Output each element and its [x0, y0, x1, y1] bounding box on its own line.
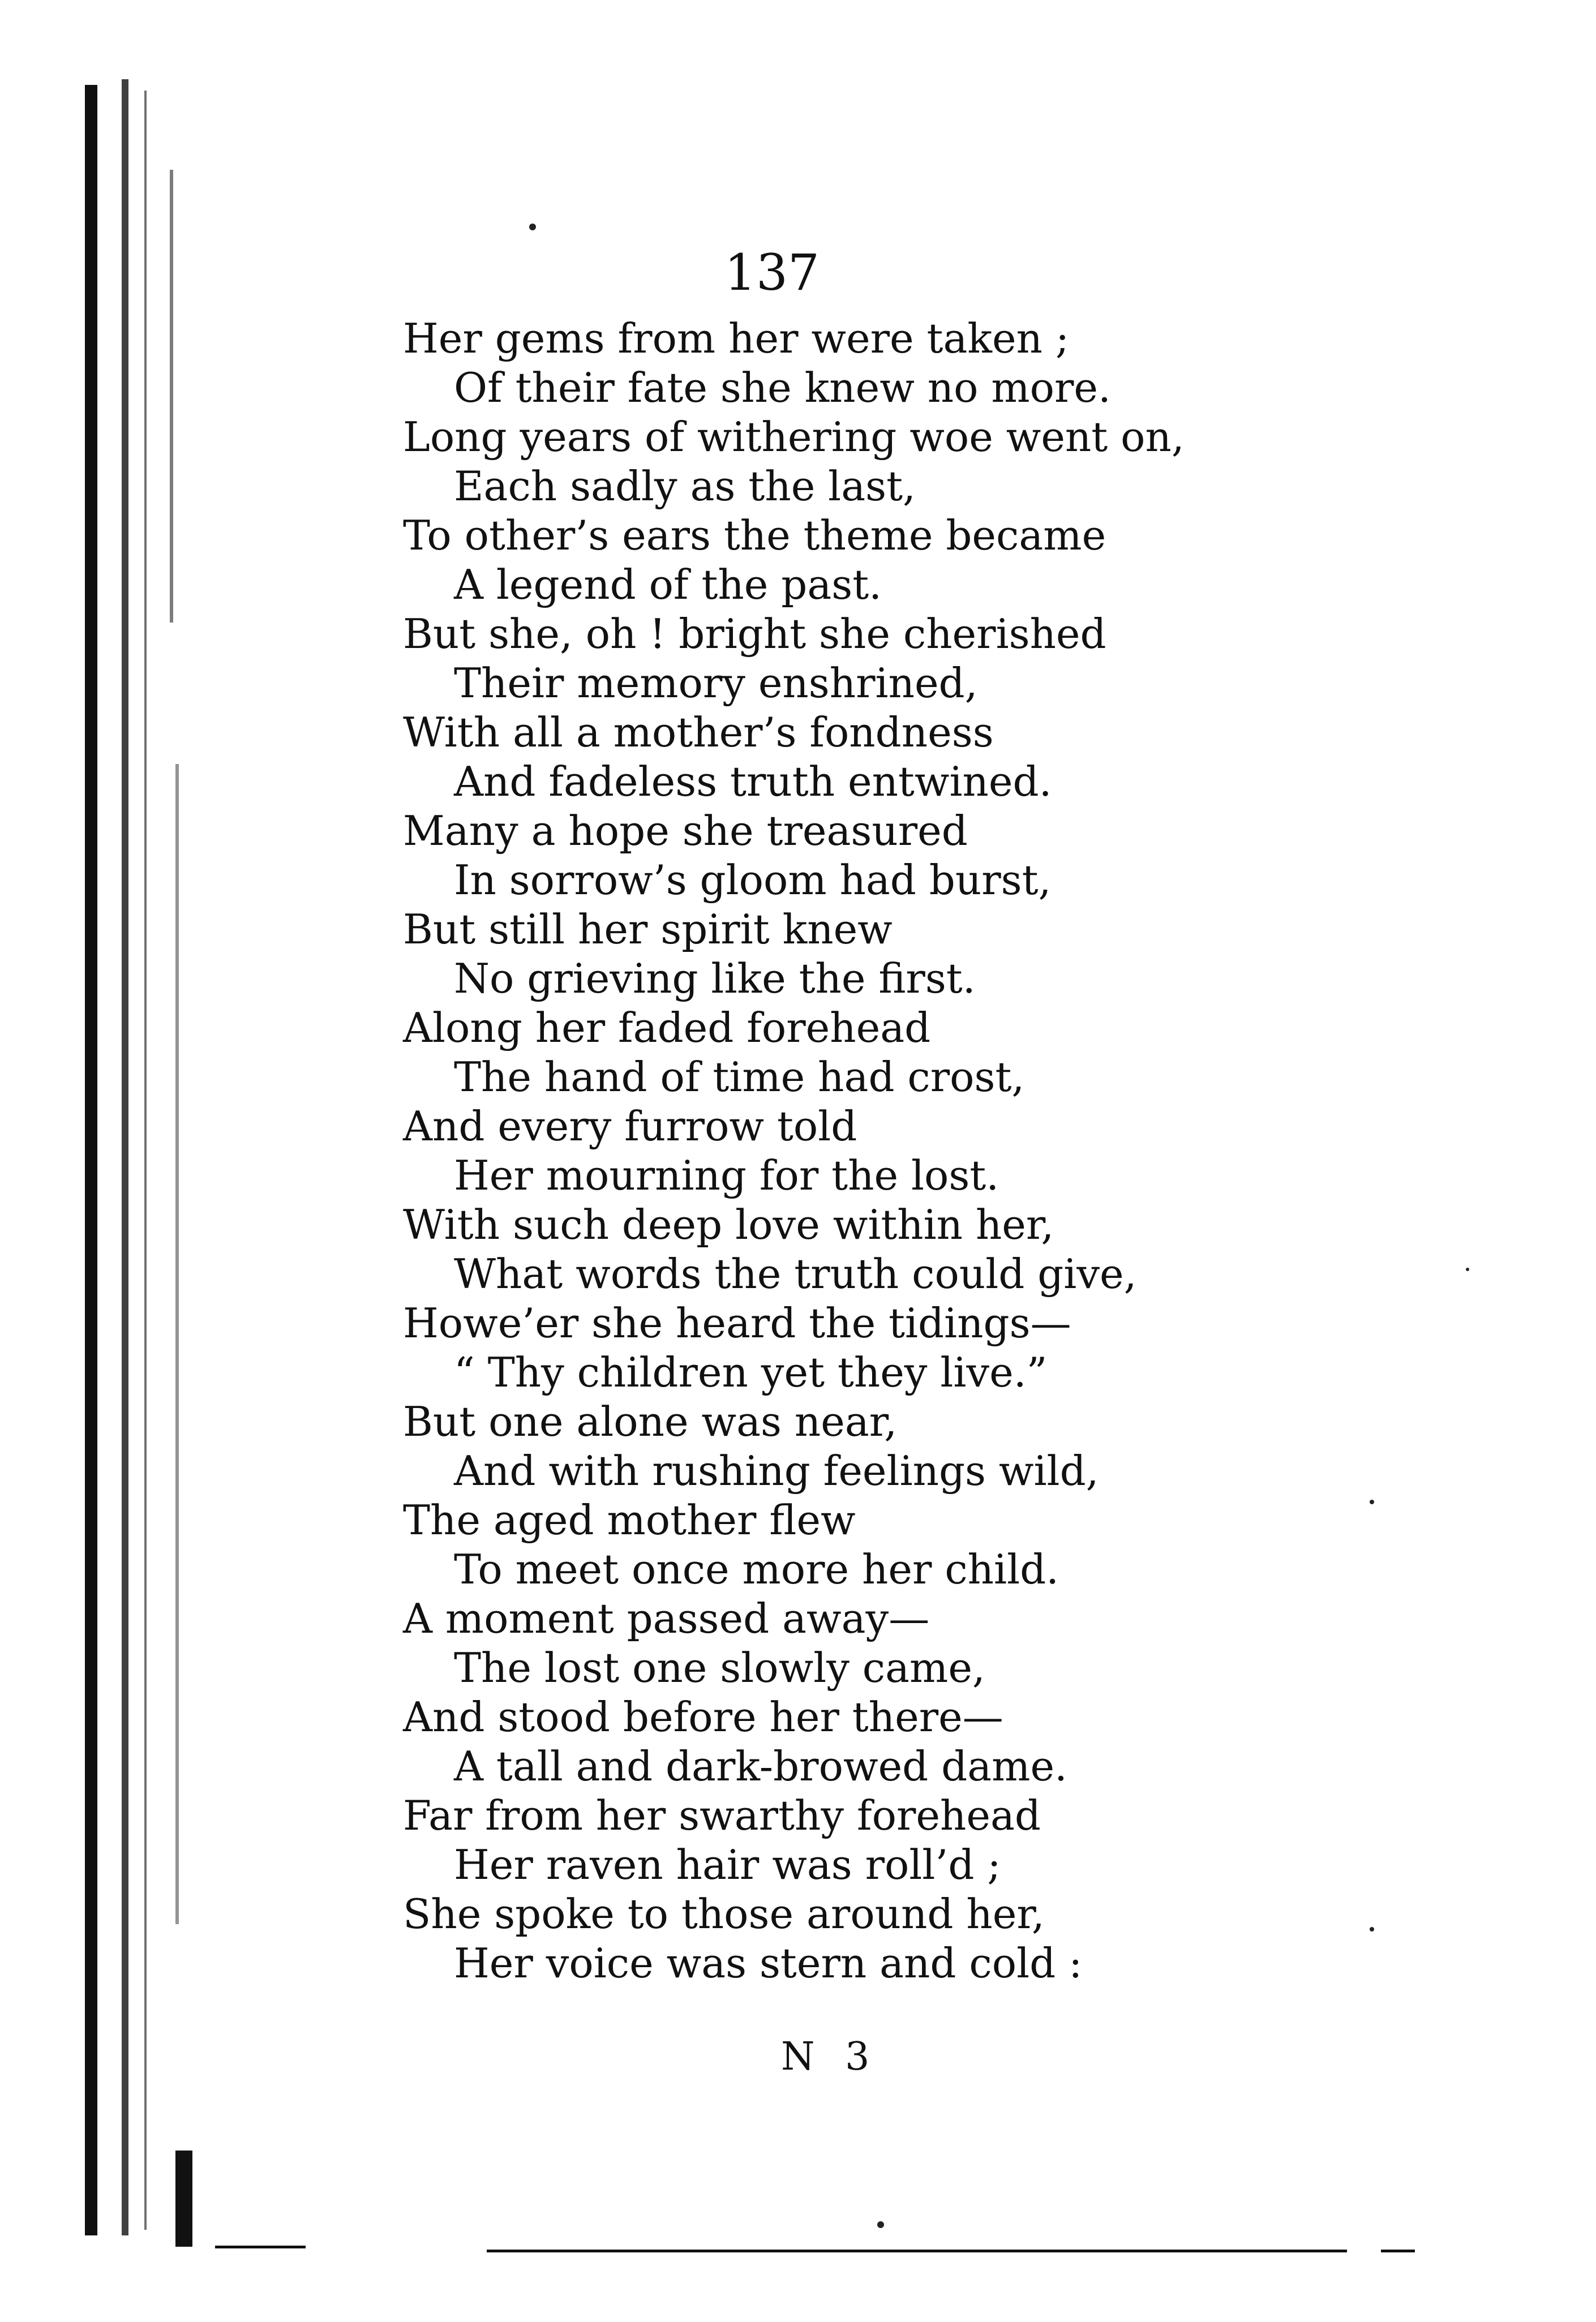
page-number: 137 [724, 243, 820, 302]
poem-body [403, 314, 1241, 1988]
poem-line: A moment passed away— [403, 1595, 930, 1642]
binding-edge [175, 764, 179, 1924]
poem-line: A tall and dark-browed dame. [454, 1742, 1067, 1790]
poem-line: She spoke to those around her, [403, 1890, 1045, 1938]
poem-line: No grieving like the first. [454, 955, 976, 1002]
poem-line: Many a hope she treasured [403, 807, 968, 855]
poem-line: But still her spirit knew [403, 905, 893, 953]
poem-line: “ Thy children yet they live.” [454, 1349, 1048, 1396]
bottom-rule [215, 2246, 306, 2248]
poem-line: Her gems from her were taken ; [403, 315, 1070, 362]
poem-line: But she, oh ! bright she cherished [403, 610, 1106, 658]
poem-line: Her mourning for the lost. [454, 1152, 999, 1199]
poem-line: And stood before her there— [403, 1693, 1003, 1741]
poem-line: Howe’er she heard the tidings— [403, 1299, 1071, 1347]
speck [1370, 1500, 1374, 1504]
speck [529, 224, 536, 230]
speck [1466, 1268, 1469, 1271]
poem-line: Her voice was stern and cold : [454, 1939, 1083, 1987]
poem-line: Far from her swarthy forehead [403, 1792, 1041, 1839]
poem-line: With such deep love within her, [403, 1201, 1054, 1248]
binding-edge [144, 91, 147, 2230]
speck [877, 2221, 884, 2228]
printer-signature: N 3 [781, 2035, 879, 2079]
poem-line: The aged mother flew [403, 1496, 856, 1544]
poem-line: And every furrow told [403, 1102, 857, 1150]
poem-line: But one alone was near, [403, 1398, 898, 1445]
poem-line: A legend of the past. [454, 561, 882, 608]
poem-line: Their memory enshrined, [454, 659, 978, 707]
poem-line: And with rushing feelings wild, [454, 1447, 1099, 1495]
binding-edge [85, 85, 97, 2235]
binding-edge [122, 79, 128, 2235]
bottom-rule [1381, 2250, 1415, 2252]
binding-edge [175, 2151, 192, 2247]
poem-line: And fadeless truth entwined. [454, 758, 1052, 805]
speck [1370, 1927, 1374, 1932]
poem-line: To meet once more her child. [454, 1546, 1059, 1593]
binding-edge [170, 170, 173, 623]
poem-line: The hand of time had crost, [454, 1053, 1025, 1101]
poem-line: Her raven hair was roll’d ; [454, 1841, 1001, 1888]
poem-line: To other’s ears the theme became [403, 512, 1106, 559]
poem-line: Each sadly as the last, [454, 462, 916, 510]
poem-line: With all a mother’s fondness [403, 709, 994, 756]
poem-line: The lost one slowly came, [454, 1644, 985, 1692]
poem-line: Along her faded forehead [403, 1004, 931, 1051]
poem-line: What words the truth could give, [454, 1250, 1137, 1298]
poem-line: In sorrow’s gloom had burst, [454, 856, 1052, 904]
bottom-rule [487, 2250, 1347, 2252]
poem-line: Of their fate she knew no more. [454, 364, 1111, 411]
poem-line: Long years of withering woe went on, [403, 413, 1185, 461]
